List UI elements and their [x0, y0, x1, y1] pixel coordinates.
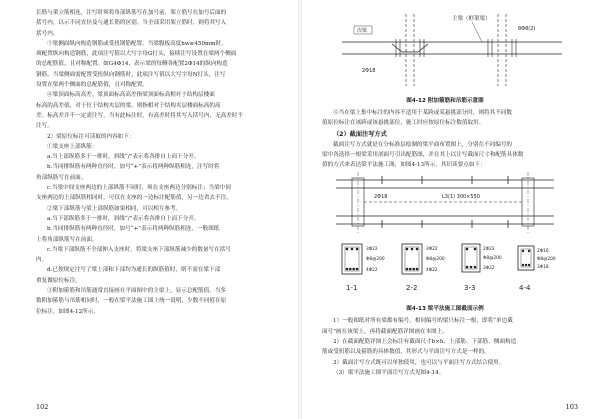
- paragraph: 设置在梁两个侧面的总配筋值，且对称配置。: [36, 82, 148, 89]
- paragraph: ③附加箍筋和吊筋通常直接画在平面图中的主梁上，显示总配筋值。当多: [47, 288, 227, 295]
- paragraph: c.当梁下部纵筋不全部伸入支座时，将梁支座下部纵筋减少的数量写在括号: [47, 246, 231, 253]
- paragraph: ⑥梁顶面标高高差。梁顶面标高高差指梁顶面标高相对于结构层楼面: [47, 92, 215, 99]
- paragraph: d.已按规定注写了梁上部和下部均为通长的纵筋值时，则不需在梁下部: [47, 267, 221, 274]
- section-top-bars: 3Φ22: [366, 247, 378, 253]
- paragraph: 注写。: [36, 123, 53, 130]
- paragraph: 位标注。如图4-12所示。: [36, 308, 99, 315]
- plan-beam-label: L3(1) 300×550: [442, 194, 480, 201]
- paragraph: 支座两边的上部纵筋相同时，可仅在支座的一边标注配筋值，另一边省去不注。: [36, 195, 232, 202]
- main-beam-label: 主梁（框架梁）: [452, 16, 491, 22]
- paragraph: a.当下部纵筋多于一排时，斜线“/”表示将各排自上而下分开。: [47, 215, 200, 222]
- paragraph: c.当梁中间支座两边的上部纵筋不同时，须在支座两边分别标注；当梁中间: [47, 185, 231, 192]
- paragraph: 括号内，以示不同直径及与通长筋的区别。当全部采用架立筋时，则将其写入: [36, 20, 227, 27]
- right-page: [300, 0, 600, 419]
- figure-caption: 图4-12 附加箍筋和吊筋示意图: [406, 98, 484, 104]
- leader-line: [472, 22, 482, 42]
- figure-caption: 图4-13 梁平法施工图截面示例: [406, 306, 484, 313]
- section-label: 3-3: [464, 284, 476, 293]
- hanger-bar: [392, 44, 428, 52]
- paragraph: 面号”画在该梁上，再将截面配筋详图画在本图上。: [322, 328, 448, 335]
- paragraph: 梁中各选择一根梁采用剖面号引出配筋图，并在其上以注写截面尺寸和配筋具体数: [322, 151, 524, 158]
- section-label: 4-4: [519, 284, 531, 293]
- paragraph: 数附加箍筋与吊筋相同时，一般在梁平法施工图上统一说明，少数不同值在原: [36, 298, 227, 305]
- secondary-beam-label: 次梁: [357, 28, 368, 34]
- plan-view: [336, 172, 554, 234]
- section-label: 1-1: [346, 284, 358, 293]
- paragraph: 长筋与架立筋相连，注写时须将角部纵筋写在加号前，架立筋写在加号后面的: [36, 10, 227, 16]
- paragraph: （3）梁平法施工图平面注写方式见图4-14。: [333, 369, 445, 376]
- figure-4-13-drawing: [322, 170, 568, 298]
- paragraph: 筋或受扭筋以及箍筋的具体数值，其形式与平面注写方式是一样的。: [322, 349, 490, 356]
- paragraph: 括号内。: [36, 30, 59, 37]
- paragraph: 2）梁原位标注可读取的内容如下：: [47, 133, 135, 140]
- section-heading: （2）截面注写方式: [333, 130, 387, 138]
- paragraph: b.当同排纵筋有两种直径时，加号“+”表示将两种纵筋相连，注写时将: [47, 164, 220, 171]
- paragraph: 的总配筋值，且对称配置。如G4Φ14，表示梁的每侧各配置2Φ14的纵向构造: [36, 61, 228, 68]
- paragraph: ⑤梁侧面纵向构造钢筋或受扭钢筋配置。当梁腹板高度hw≥450mm时，: [47, 40, 227, 47]
- page-number: 102: [36, 403, 49, 411]
- page-number: 103: [565, 403, 578, 411]
- paragraph: 标高的高差值，对于位于结构夹层的梁，则指相对于结构夹层楼面标高的高: [36, 102, 221, 109]
- paragraph: b.当同排纵筋有两种直径时，加号“+”表示将两种纵筋相连，一般图纸: [47, 226, 220, 233]
- section-bottom-bars: 4Φ22: [366, 268, 378, 274]
- paragraph: 内。: [36, 257, 48, 264]
- paragraph: 1）一般图纸对所有梁都有编号，相同编号的梁只标注一根，即将“单边截: [333, 318, 513, 325]
- figure-4-12-drawing: [322, 8, 568, 90]
- hanger-annotation: 2Φ18: [362, 68, 376, 74]
- section-top-bars: 3Φ22: [426, 247, 438, 253]
- paragraph: 值原位标注在该跨或该悬挑部位，施工时应按原位标注数值取用。: [322, 120, 485, 127]
- paragraph: 值的方式来表达梁平法施工图，如图4-13所示。其识读要点如下：: [322, 162, 486, 169]
- paragraph: a.当上部纵筋多于一排时，斜线“/”表示将各排自上而下分开。: [47, 154, 200, 161]
- section-bottom-bars: 3Φ22: [483, 266, 495, 272]
- cross-section: [402, 244, 445, 292]
- paragraph: 重复做原位标注。: [36, 277, 81, 284]
- paragraph: 3）截面注写方式既可以单独使用，也可以与平面注写方式结合使用。: [333, 359, 505, 366]
- paragraph: 截面注写方式就是在分标准层绘制的梁平面布置图上，分别在不同编号的: [333, 141, 513, 148]
- paragraph: ①梁支座上部纵筋：: [47, 143, 98, 150]
- section-stirrup: Φ8@200: [537, 257, 556, 263]
- section-top-bars: 2Φ22: [483, 247, 495, 253]
- section-stirrup: Φ8@200: [426, 257, 445, 263]
- paragraph: 上将角部纵筋写在前面。: [36, 236, 98, 243]
- paragraph: ②梁下部纵筋与梁上部纵筋如果相同，可以相互参考。: [47, 205, 182, 212]
- plan-label: 2Φ18: [374, 194, 388, 201]
- section-bottom-bars: 4Φ22: [426, 268, 438, 274]
- paragraph: 须配置纵向构造钢筋，此项注写值以大写字母G打头，接续注写设置在梁两个侧面: [36, 51, 237, 58]
- figure-4-13: [322, 170, 568, 312]
- cross-section: [462, 244, 502, 292]
- paragraph: 钢筋。当梁侧面需配置受扭纵向钢筋时，此项注写值以大写字母N打头，注写: [36, 71, 226, 78]
- paragraph: 2）在截面配筋详图上会标注有截面尺寸b×h、上部筋、下部筋、侧面构造: [333, 339, 517, 346]
- cross-section: [342, 244, 385, 292]
- section-stirrup: Φ8@200: [483, 256, 502, 262]
- stirrup-annotation: 8Φ8(2): [518, 26, 536, 32]
- paragraph: 差。标高差并不一定需注写，当有此标注时，有高差时将其写入括号内，无高差时不: [36, 112, 243, 119]
- cross-section: [518, 246, 556, 292]
- section-stirrup: Φ8@200: [366, 257, 385, 263]
- paragraph: 角部纵筋写在前面。: [36, 174, 87, 181]
- left-text-column: [36, 8, 282, 317]
- section-top-bars: 2Φ16: [537, 249, 549, 255]
- figure-4-12: [322, 8, 568, 104]
- right-text-column: [322, 8, 568, 378]
- section-bottom-bars: 3Φ18: [537, 265, 549, 271]
- paragraph: ④当在梁上集中标注的内容不适用于某跨或某悬挑部分时，则将其不同数: [333, 110, 513, 116]
- section-label: 2-2: [406, 284, 418, 293]
